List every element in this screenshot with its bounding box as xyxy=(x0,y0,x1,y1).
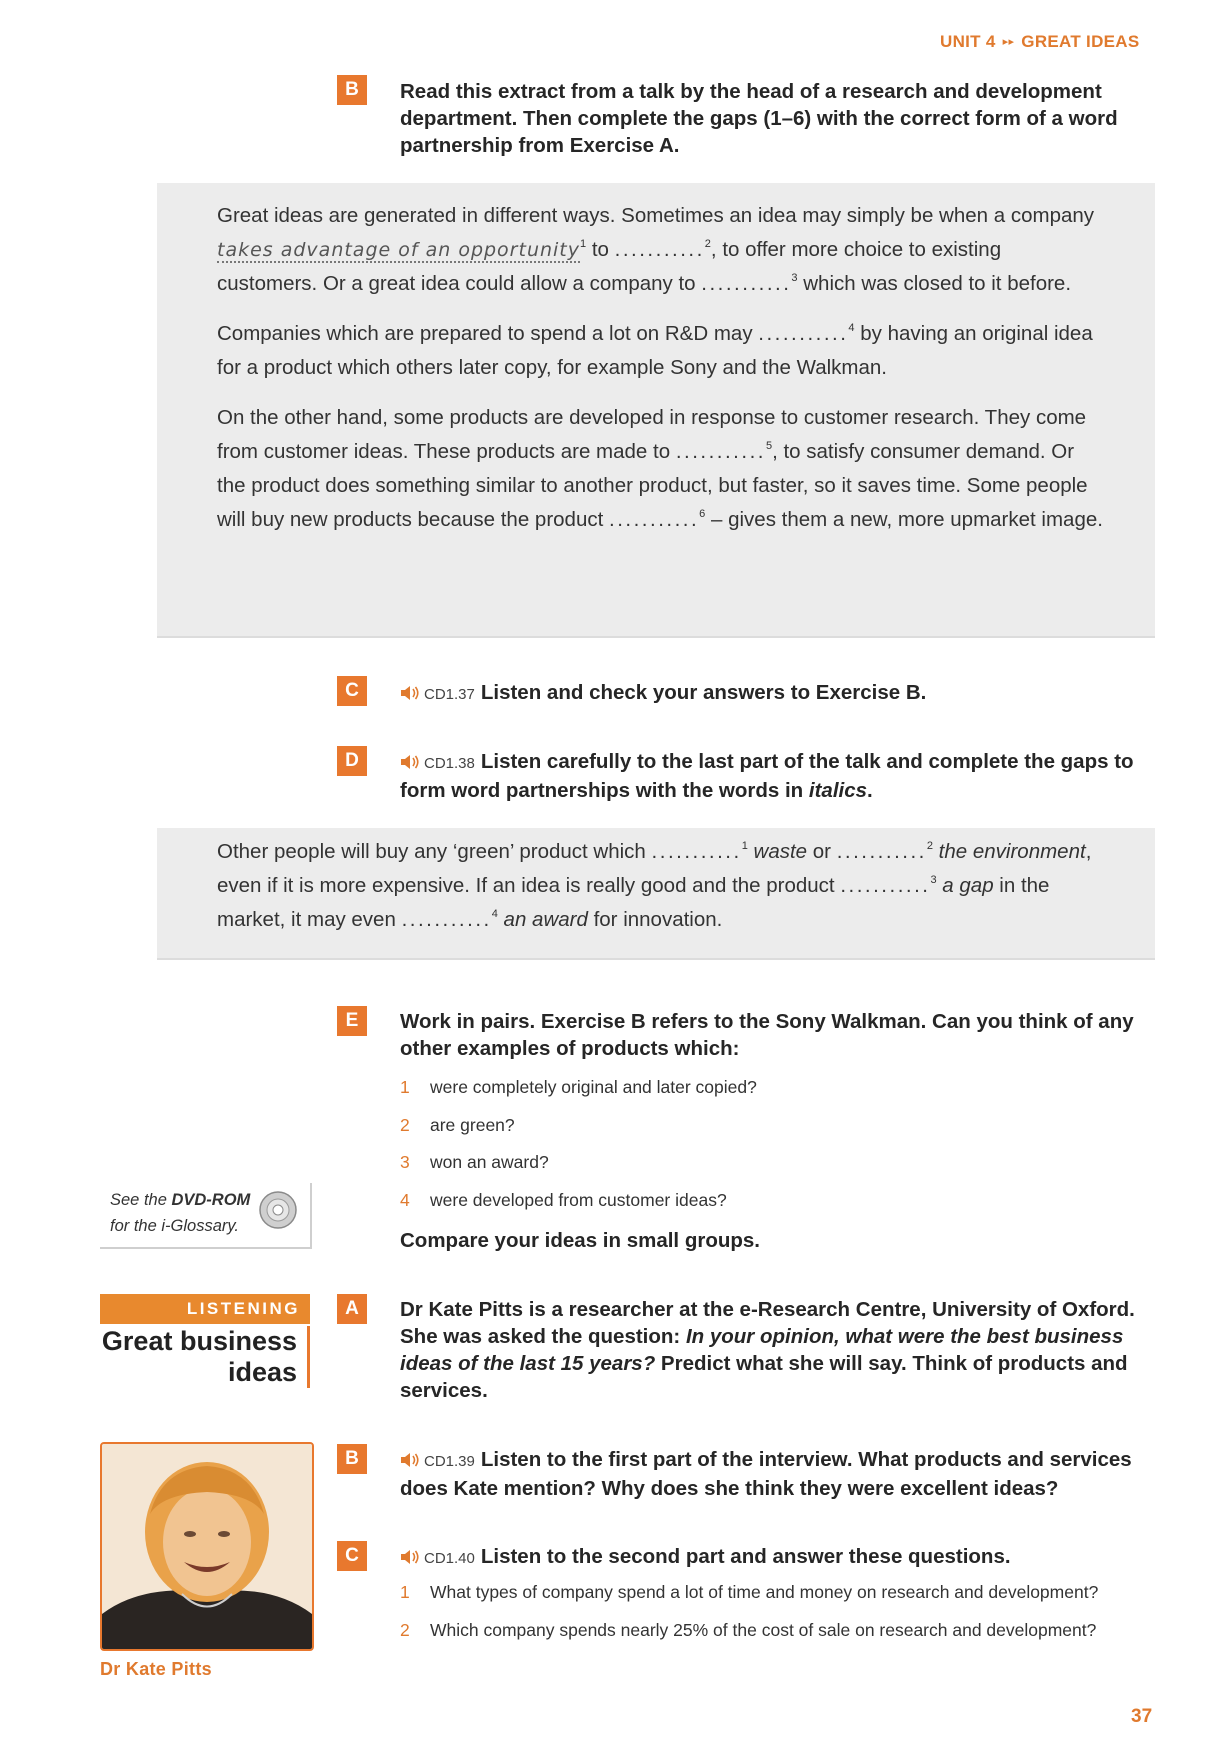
speaker-icon[interactable] xyxy=(400,754,420,770)
list-item: 2 Which company spends nearly 25% of the cost of sale on research and development? xyxy=(400,1619,1097,1640)
gap-6[interactable]: ........... xyxy=(609,508,700,531)
gap-3[interactable]: ........... xyxy=(701,272,792,295)
cd-track: CD1.38 xyxy=(424,755,475,772)
exercise-e-letter: E xyxy=(337,1006,367,1036)
listening-a-letter: A xyxy=(337,1294,367,1324)
list-item: 1 were completely original and later copied? xyxy=(400,1077,757,1097)
gap-2[interactable]: ........... xyxy=(614,238,705,261)
gap-d1[interactable]: ........... xyxy=(651,840,742,863)
exercise-b-paragraph-2: Companies which are prepared to spend a lot on R&D may ...........$^4$ by having an original idea for a product which others later copy, for example Sony and the Walkman. xyxy=(217,322,1093,379)
gap-d2[interactable]: ........... xyxy=(836,840,927,863)
exercise-c-instruction-line: CD1.37 Listen and check your answers to Exercise B. xyxy=(400,679,1150,708)
page-number: 37 xyxy=(1131,1706,1153,1727)
example-answer: takes advantage of an opportunity xyxy=(217,239,581,261)
gap-5[interactable]: ........... xyxy=(675,440,766,463)
listening-section-tag: LISTENING xyxy=(100,1294,310,1324)
exercise-d-letter: D xyxy=(337,746,367,776)
exercise-d-instruction: CD1.38 Listen carefully to the last part of the talk and complete the gaps to form word partnerships with the words in italics. xyxy=(400,750,1134,802)
list-item: 1 What types of company spend a lot of time and money on research and development? xyxy=(400,1582,1099,1602)
kate-pitts-photo xyxy=(100,1442,314,1651)
exercise-b-letter: B xyxy=(337,75,367,105)
dvd-disc-icon xyxy=(258,1190,298,1230)
cd-track: CD1.39 xyxy=(424,1453,475,1470)
listening-a-instruction: Dr Kate Pitts is a researcher at the e-Research Centre, University of Oxford. She was asked the question: In your opinion, what were the best business ideas of the last 15 years? Predict what she will say. Think of products and services. xyxy=(400,1298,1135,1402)
list-item: 3 won an award? xyxy=(400,1152,549,1172)
exercise-b-instruction: Read this extract from a talk by the head of a research and development department. Then complete the gaps (1–6) with the correct form of a word partnership from Exercise A. xyxy=(400,80,1118,157)
cd-track: CD1.40 xyxy=(424,1550,475,1567)
photo-caption: Dr Kate Pitts xyxy=(100,1659,212,1679)
exercise-c-letter: C xyxy=(337,676,367,706)
speaker-icon[interactable] xyxy=(400,1549,420,1565)
dvd-rom-note: See the DVD-ROM for the i-Glossary. xyxy=(100,1183,312,1249)
double-arrow-icon: ▸▸ xyxy=(1002,36,1015,48)
exercise-e-closing: Compare your ideas in small groups. xyxy=(400,1229,760,1252)
listening-c-instruction: CD1.40 Listen to the second part and answer these questions. xyxy=(400,1543,1150,1572)
cd-track: CD1.37 xyxy=(424,686,475,703)
running-header xyxy=(940,32,1140,52)
unit-title: GREAT IDEAS xyxy=(1021,32,1140,51)
exercise-d-paragraph: Other people will buy any ‘green’ product which ...........$^1$ waste or ...........$^2$ the environment, even if it is more expensive. If an idea is really good and the product ...........$^3$ a gap in the market, it may even ...........$^4$ an award for innovation. xyxy=(217,840,1092,931)
exercise-d-text-box xyxy=(157,828,1155,960)
list-item: 2 are green? xyxy=(400,1114,515,1135)
listening-c-list xyxy=(400,1582,1160,1657)
unit-label: UNIT 4 xyxy=(940,32,996,51)
list-item: 4 were developed from customer ideas? xyxy=(400,1189,727,1210)
exercise-e-list xyxy=(400,1077,1160,1227)
exercise-b-paragraph-1: Great ideas are generated in different ways. Sometimes an idea may simply be when a company takes advantage of an opportunity$^1$ to ...........$^2$, to offer more choice to existing customers. Or a great idea could allow a company to ...........$^3$ which was closed to it before. xyxy=(217,204,1095,295)
gap-4[interactable]: ........... xyxy=(758,322,849,345)
exercise-b-paragraph-3: On the other hand, some products are developed in response to customer research. They come from customer ideas. These products are made to ...........$^5$, to satisfy consumer demand. Or the product does something similar to another product, but faster, so it saves time. Some people will buy new products because the product ...........$^6$ – gives them a new, more upmarket image. xyxy=(217,406,1103,531)
gap-d3[interactable]: ........... xyxy=(840,874,931,897)
gap-d4[interactable]: ........... xyxy=(401,908,492,931)
speaker-icon[interactable] xyxy=(400,685,420,701)
listening-b-letter: B xyxy=(337,1444,367,1474)
portrait-image xyxy=(102,1444,312,1649)
exercise-b-text-box xyxy=(157,183,1155,638)
speaker-icon[interactable] xyxy=(400,1452,420,1468)
exercise-e-instruction: Work in pairs. Exercise B refers to the Sony Walkman. Can you think of any other examples of products which: xyxy=(400,1010,1134,1060)
listening-b-instruction: CD1.39 Listen to the first part of the interview. What products and services does Kate mention? Why does she think they were excellent ideas? xyxy=(400,1448,1132,1500)
listening-c-letter: C xyxy=(337,1541,367,1571)
listening-section-title: Great business ideas xyxy=(100,1326,310,1388)
